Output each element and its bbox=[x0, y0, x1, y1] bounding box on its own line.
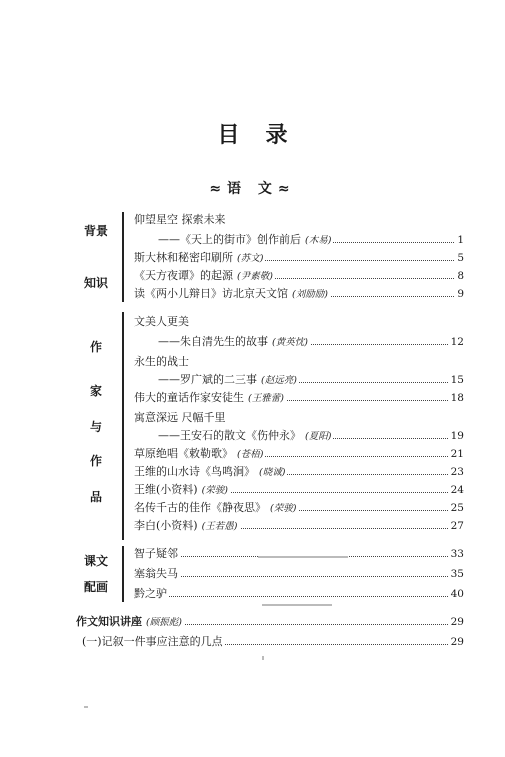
group-label-writers-4: 作 bbox=[89, 454, 102, 468]
group-divider bbox=[122, 312, 124, 540]
toc-entry[interactable]: 名传千古的佳作《静夜思》 (荣骏) 25 bbox=[134, 500, 464, 516]
group-label-writers-2: 家 bbox=[89, 384, 102, 398]
group-label-extra-2: 配画 bbox=[83, 580, 108, 594]
section-heading: ≈语 文≈ bbox=[209, 181, 296, 197]
toc-entry[interactable]: 《天方夜谭》的起源 (尹素敬) 8 bbox=[134, 268, 464, 284]
group-label-writers-3: 与 bbox=[89, 420, 102, 434]
group-label-writers-1: 作 bbox=[89, 340, 102, 354]
toc-heading: 寓意深远 尺幅千里 bbox=[134, 411, 226, 424]
group-divider bbox=[122, 212, 124, 302]
toc-entry[interactable]: ——《天上的街市》创作前后 (木易) 1 bbox=[158, 232, 464, 248]
group-label-writers-5: 品 bbox=[89, 490, 102, 504]
toc-entry[interactable]: 塞翁失马 35 bbox=[134, 567, 464, 580]
toc-entry[interactable]: 伟大的童话作家安徒生 (王雅蕾) 18 bbox=[134, 390, 464, 406]
toc-entry[interactable]: 草原绝唱《敕勒歌》 (苍梧) 21 bbox=[134, 446, 464, 462]
toc-entry[interactable]: 智子疑邻 33 bbox=[134, 547, 464, 560]
scan-noise bbox=[258, 556, 348, 558]
toc-entry[interactable]: 李白(小资料) (王若愚) 27 bbox=[134, 518, 464, 534]
toc-heading: 永生的战士 bbox=[134, 355, 189, 368]
group-label-background-2: 知识 bbox=[83, 276, 108, 290]
toc-heading: 仰望星空 探索未来 bbox=[134, 213, 226, 226]
toc-entry[interactable]: 读《两小儿辩日》访北京天文馆 (刘励励) 9 bbox=[134, 286, 464, 302]
toc-entry[interactable]: 斯大林和秘密印刷所 (苏文) 5 bbox=[134, 250, 464, 266]
toc-entry[interactable]: 王维的山水诗《鸟鸣涧》 (晓诚) 23 bbox=[134, 464, 464, 480]
toc-entry[interactable]: 王维(小资料) (荣骏) 24 bbox=[134, 482, 464, 498]
toc-entry[interactable]: ——朱自清先生的故事 (黄英忱) 12 bbox=[158, 334, 464, 350]
toc-entry[interactable]: (一)记叙一件事应注意的几点 29 bbox=[82, 635, 464, 648]
toc-entry[interactable]: ——罗广斌的二三事 (赵远亮) 15 bbox=[158, 372, 464, 388]
page-title: 目录 bbox=[217, 123, 314, 148]
scan-noise bbox=[262, 656, 264, 660]
toc-entry[interactable]: 作文知识讲座 (顾振彪) 29 bbox=[76, 614, 464, 630]
toc-heading: 文美人更美 bbox=[134, 315, 189, 328]
group-label-extra-1: 课文 bbox=[83, 554, 108, 568]
group-label-background-1: 背景 bbox=[83, 224, 108, 238]
scan-noise bbox=[262, 604, 332, 606]
toc-entry[interactable]: ——王安石的散文《伤仲永》 (夏阳) 19 bbox=[158, 428, 464, 444]
scan-noise bbox=[84, 706, 88, 708]
toc-entry[interactable]: 黔之驴 40 bbox=[134, 587, 464, 600]
group-divider bbox=[122, 546, 124, 602]
